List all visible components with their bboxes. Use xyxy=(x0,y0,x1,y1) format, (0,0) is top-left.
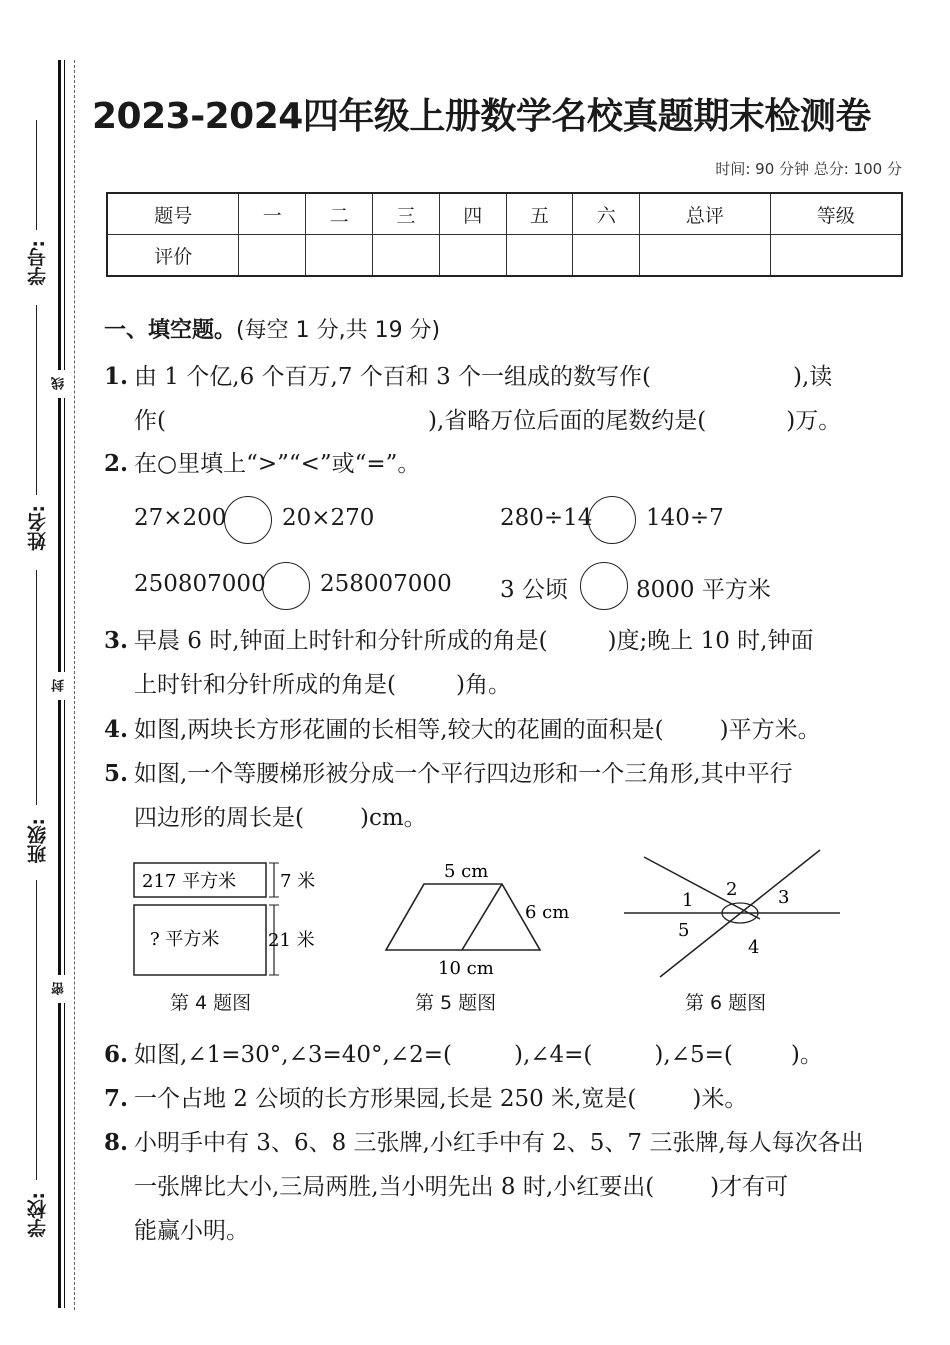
question-text: 如图,∠1=30°,∠3=40°,∠2=( xyxy=(134,1042,452,1068)
question-text: 上时针和分针所成的角是( xyxy=(134,672,396,698)
question-text: 小明手中有 3、6、8 三张牌,小红手中有 2、5、7 三张牌,每人每次各出 xyxy=(134,1130,864,1156)
score-input-cell[interactable] xyxy=(573,235,640,277)
table-cell: 评价 xyxy=(107,235,239,277)
figure-4-caption: 第 4 题图 xyxy=(170,992,252,1014)
table-cell: 等级 xyxy=(770,193,902,235)
fig4-bottom-area: ? 平方米 xyxy=(150,929,220,950)
question-8 xyxy=(104,1121,904,1253)
table-cell: 总评 xyxy=(640,193,770,235)
compare-left: 280÷14 xyxy=(500,505,593,531)
angle-label-3: 3 xyxy=(778,887,790,908)
figure-5 xyxy=(378,858,588,983)
question-text: 由 1 个亿,6 个百万,7 个百和 3 个一组成的数写作( xyxy=(134,364,651,390)
question-text: 四边形的周长是( xyxy=(134,805,304,831)
question-text: 能赢小明。 xyxy=(134,1218,249,1244)
class-blank[interactable] xyxy=(36,570,37,805)
question-number: 3. xyxy=(104,627,129,654)
compare-right: 8000 平方米 xyxy=(636,577,771,603)
table-cell: 三 xyxy=(373,193,440,235)
score-input-cell[interactable] xyxy=(439,235,506,277)
table-cell: 一 xyxy=(239,193,306,235)
question-text: 早晨 6 时,钟面上时针和分针所成的角是( xyxy=(134,628,548,654)
question-number: 7. xyxy=(104,1085,129,1112)
figure-4 xyxy=(126,855,326,985)
score-table-header-row xyxy=(107,193,902,235)
school-blank[interactable] xyxy=(36,880,37,1180)
angle-label-1: 1 xyxy=(682,890,694,911)
page-title: 2023-2024四年级上册数学名校真题期末检测卷 xyxy=(92,96,871,137)
section-heading xyxy=(104,313,440,344)
question-6 xyxy=(104,1033,904,1077)
question-text: )万。 xyxy=(786,408,842,434)
seal-mark-line: 线 xyxy=(50,370,70,398)
question-text: ),省略万位后面的尾数约是( xyxy=(427,408,707,434)
question-number: 2. xyxy=(104,450,129,477)
question-text: 如图,一个等腰梯形被分成一个平行四边形和一个三角形,其中平行 xyxy=(134,761,793,787)
figure-6 xyxy=(620,845,850,985)
fig5-side-label: 6 cm xyxy=(525,902,570,923)
fig5-top-label: 5 cm xyxy=(444,861,489,882)
question-1 xyxy=(104,355,904,443)
table-cell: 六 xyxy=(573,193,640,235)
question-text: )度;晚上 10 时,钟面 xyxy=(607,628,814,654)
question-number: 8. xyxy=(104,1129,129,1156)
score-input-cell[interactable] xyxy=(770,235,902,277)
score-table xyxy=(106,192,903,277)
figure-6-caption: 第 6 题图 xyxy=(685,992,767,1014)
fig4-top-side: 7 米 xyxy=(280,871,316,892)
question-text: ),∠4=( xyxy=(513,1042,593,1068)
question-number: 6. xyxy=(104,1041,129,1068)
question-text: )。 xyxy=(790,1042,823,1068)
question-number: 5. xyxy=(104,760,129,787)
question-4 xyxy=(104,708,904,752)
school-label: 学校: xyxy=(27,1192,49,1238)
angle-label-4: 4 xyxy=(748,937,760,958)
compare-circle[interactable] xyxy=(580,562,628,610)
compare-left: 3 公顷 xyxy=(500,577,568,603)
question-5 xyxy=(104,752,904,840)
seal-mark-secret: 密 xyxy=(50,975,70,1003)
score-input-cell[interactable] xyxy=(306,235,373,277)
compare-right: 140÷7 xyxy=(646,505,724,531)
question-text: 在○里填上“>”“<”或“=”。 xyxy=(134,451,421,477)
margin-cut-line xyxy=(74,60,75,1310)
score-input-cell[interactable] xyxy=(640,235,770,277)
class-label: 班级: xyxy=(27,818,49,864)
trapezoid xyxy=(386,884,540,950)
section-title: 一、填空题。 xyxy=(104,318,237,343)
question-text: 一张牌比大小,三局两胜,当小明先出 8 时,小红要出( xyxy=(134,1174,655,1200)
fig4-top-area: 217 平方米 xyxy=(142,871,237,892)
angle-label-2: 2 xyxy=(726,879,738,900)
table-cell: 四 xyxy=(439,193,506,235)
question-text: 如图,两块长方形花圃的长相等,较大的花圃的面积是( xyxy=(134,717,664,743)
figure-5-caption: 第 5 题图 xyxy=(415,992,497,1014)
compare-circle[interactable] xyxy=(262,562,310,610)
table-cell: 五 xyxy=(506,193,573,235)
descending-line xyxy=(644,857,760,919)
student-id-label: 学号: xyxy=(27,240,49,286)
table-cell: 二 xyxy=(306,193,373,235)
question-text: ),∠5=( xyxy=(654,1042,733,1068)
compare-right: 20×270 xyxy=(282,505,375,531)
compare-circle[interactable] xyxy=(588,496,636,544)
fig4-bottom-side: 21 米 xyxy=(268,930,315,951)
question-text: )米。 xyxy=(692,1086,748,1112)
name-label: 姓名: xyxy=(27,505,49,551)
question-3 xyxy=(104,619,904,707)
table-cell: 题号 xyxy=(107,193,239,235)
time-info: 时间: 90 分钟 总分: 100 分 xyxy=(715,160,902,178)
compare-left: 27×200 xyxy=(134,505,227,531)
question-7 xyxy=(104,1077,904,1121)
question-text: ),读 xyxy=(793,364,833,390)
seal-mark-seal: 封 xyxy=(50,672,70,700)
compare-circle[interactable] xyxy=(224,496,272,544)
name-blank[interactable] xyxy=(36,305,37,495)
section-note: (每空 1 分,共 19 分) xyxy=(236,318,441,343)
compare-right: 258007000 xyxy=(320,571,452,597)
question-text: )才有可 xyxy=(710,1174,789,1200)
score-input-cell[interactable] xyxy=(239,235,306,277)
question-text: 作( xyxy=(134,408,166,434)
fig5-bottom-label: 10 cm xyxy=(438,958,494,979)
score-table-eval-row xyxy=(107,235,902,277)
question-text: )平方米。 xyxy=(719,717,821,743)
question-2 xyxy=(104,442,904,486)
question-text: )cm。 xyxy=(359,805,427,831)
student-id-blank[interactable] xyxy=(36,120,37,230)
question-text: )角。 xyxy=(455,672,511,698)
compare-left: 250807000 xyxy=(134,571,266,597)
score-input-cell[interactable] xyxy=(506,235,573,277)
question-number: 4. xyxy=(104,716,129,743)
question-number: 1. xyxy=(104,363,129,390)
question-text: 一个占地 2 公顷的长方形果园,长是 250 米,宽是( xyxy=(134,1086,637,1112)
dividing-line xyxy=(462,884,502,950)
angle-label-5: 5 xyxy=(678,920,690,941)
score-input-cell[interactable] xyxy=(373,235,440,277)
